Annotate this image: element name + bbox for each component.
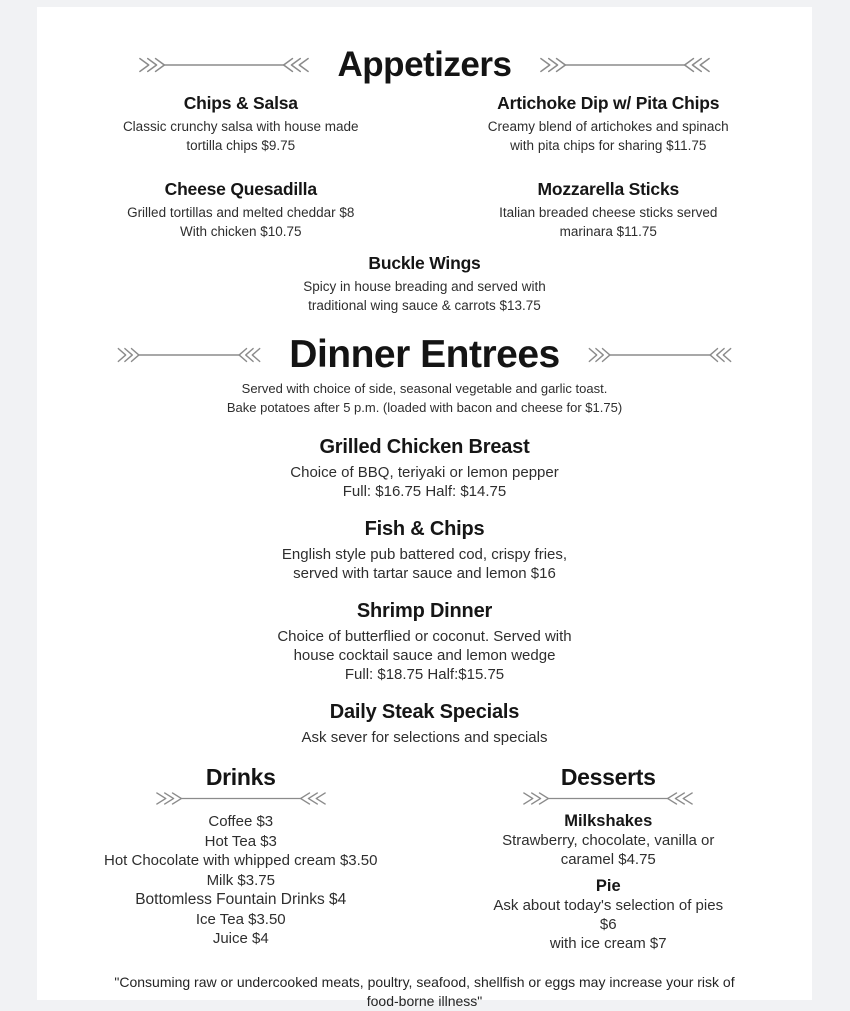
item-description-line: with pita chips for sharing $11.75	[510, 138, 707, 153]
menu-item-artichoke-dip	[425, 93, 793, 155]
item-description-line: Ask sever for selections and specials	[301, 729, 548, 746]
arrow-divider-icon	[153, 789, 329, 808]
menu-item-mozzarella-sticks	[425, 179, 793, 241]
item-description-line: traditional wing sauce & carrots $13.75	[308, 298, 541, 313]
item-description-line: Italian breaded cheese sticks served	[499, 205, 718, 220]
dinner-entrees-title: Dinner Entrees	[289, 333, 560, 376]
arrow-divider-icon	[136, 54, 312, 76]
desserts-section	[425, 764, 793, 953]
item-description-line: marinara $11.75	[559, 224, 657, 239]
item-description-line: Classic crunchy salsa with house made	[122, 119, 359, 134]
arrow-divider-icon	[586, 344, 734, 366]
item-description-line: Full: $16.75 Half: $14.75	[342, 483, 507, 500]
item-name: Milkshakes	[564, 812, 653, 830]
menu-item-grilled-chicken-breast	[37, 436, 812, 501]
item-name: Grilled Chicken Breast	[319, 436, 530, 458]
item-description-line: Full: $18.75 Half:$15.75	[344, 666, 505, 683]
dinner-entrees-header	[37, 333, 812, 377]
item-name: Chips & Salsa	[183, 93, 298, 113]
menu-item-cheese-quesadilla	[57, 179, 425, 241]
appetizers-grid	[37, 93, 812, 241]
drink-item: Hot Tea $3	[204, 832, 277, 850]
appetizers-title: Appetizers	[337, 45, 512, 84]
drinks-title: Drinks	[205, 764, 276, 790]
menu-item-fish-and-chips	[37, 518, 812, 583]
item-name: Daily Steak Specials	[329, 701, 520, 723]
item-description-line: Grilled tortillas and melted cheddar $8	[127, 205, 355, 220]
appetizers-header	[37, 45, 812, 85]
menu-item-shrimp-dinner	[37, 600, 812, 684]
disclaimer-line: food-borne illness"	[366, 993, 483, 1009]
item-name: Artichoke Dip w/ Pita Chips	[497, 93, 720, 113]
menu-item-buckle-wings	[37, 253, 812, 315]
item-description-line: $6	[599, 916, 617, 933]
menu-item-pie	[425, 877, 793, 953]
arrow-divider-icon	[537, 54, 713, 76]
note-line: Bake potatoes after 5 p.m. (loaded with bacon and cheese for $1.75)	[226, 399, 623, 415]
desserts-title: Desserts	[560, 764, 656, 790]
disclaimer-line: "Consuming raw or undercooked meats, poultry, seafood, shellfish or eggs may increase your risk of	[114, 974, 735, 990]
menu-item-daily-steak-specials	[37, 701, 812, 747]
dinner-section-note	[37, 380, 812, 417]
item-name: Fish & Chips	[364, 518, 485, 540]
drinks-desserts-grid	[37, 764, 812, 953]
arrow-divider-icon	[115, 344, 263, 366]
item-description-line: caramel $4.75	[560, 851, 656, 868]
drink-item: Milk $3.75	[206, 871, 275, 889]
arrow-divider-icon	[520, 789, 696, 808]
item-name: Pie	[595, 877, 621, 895]
item-name: Buckle Wings	[368, 253, 481, 273]
dinner-items-list	[37, 436, 812, 747]
health-disclaimer	[37, 973, 812, 1011]
menu-page	[37, 7, 812, 1009]
item-description-line: Choice of butterflied or coconut. Served with	[277, 628, 572, 645]
item-description-line: served with tartar sauce and lemon $16	[293, 565, 556, 582]
drinks-section	[57, 764, 425, 953]
item-name: Shrimp Dinner	[356, 600, 493, 622]
item-description-line: house cocktail sauce and lemon wedge	[293, 647, 556, 664]
item-description-line: Ask about today's selection of pies	[493, 897, 724, 914]
drinks-list	[57, 812, 425, 949]
drink-item: Juice $4	[212, 930, 269, 947]
item-description-line: Choice of BBQ, teriyaki or lemon pepper	[290, 464, 559, 481]
item-description-line: Creamy blend of artichokes and spinach	[487, 119, 729, 134]
menu-item-chips-and-salsa	[57, 93, 425, 155]
item-description-line: Spicy in house breading and served with	[303, 279, 546, 294]
item-description-line: English style pub battered cod, crispy fries,	[281, 546, 568, 563]
drink-item: Ice Tea $3.50	[195, 910, 286, 928]
item-description-line: With chicken $10.75	[179, 224, 302, 239]
drink-item: Hot Chocolate with whipped cream $3.50	[104, 852, 378, 869]
note-line: Served with choice of side, seasonal vegetable and garlic toast.	[241, 381, 608, 396]
item-description-line: tortilla chips $9.75	[186, 138, 296, 153]
item-description-line: with ice cream $7	[549, 935, 667, 952]
menu-item-milkshakes	[425, 812, 793, 869]
item-name: Mozzarella Sticks	[537, 179, 680, 199]
item-description-line: Strawberry, chocolate, vanilla or	[502, 832, 715, 849]
drink-item: Bottomless Fountain Drinks $4	[135, 891, 347, 908]
item-name: Cheese Quesadilla	[164, 179, 317, 199]
drink-item: Coffee $3	[208, 813, 274, 830]
